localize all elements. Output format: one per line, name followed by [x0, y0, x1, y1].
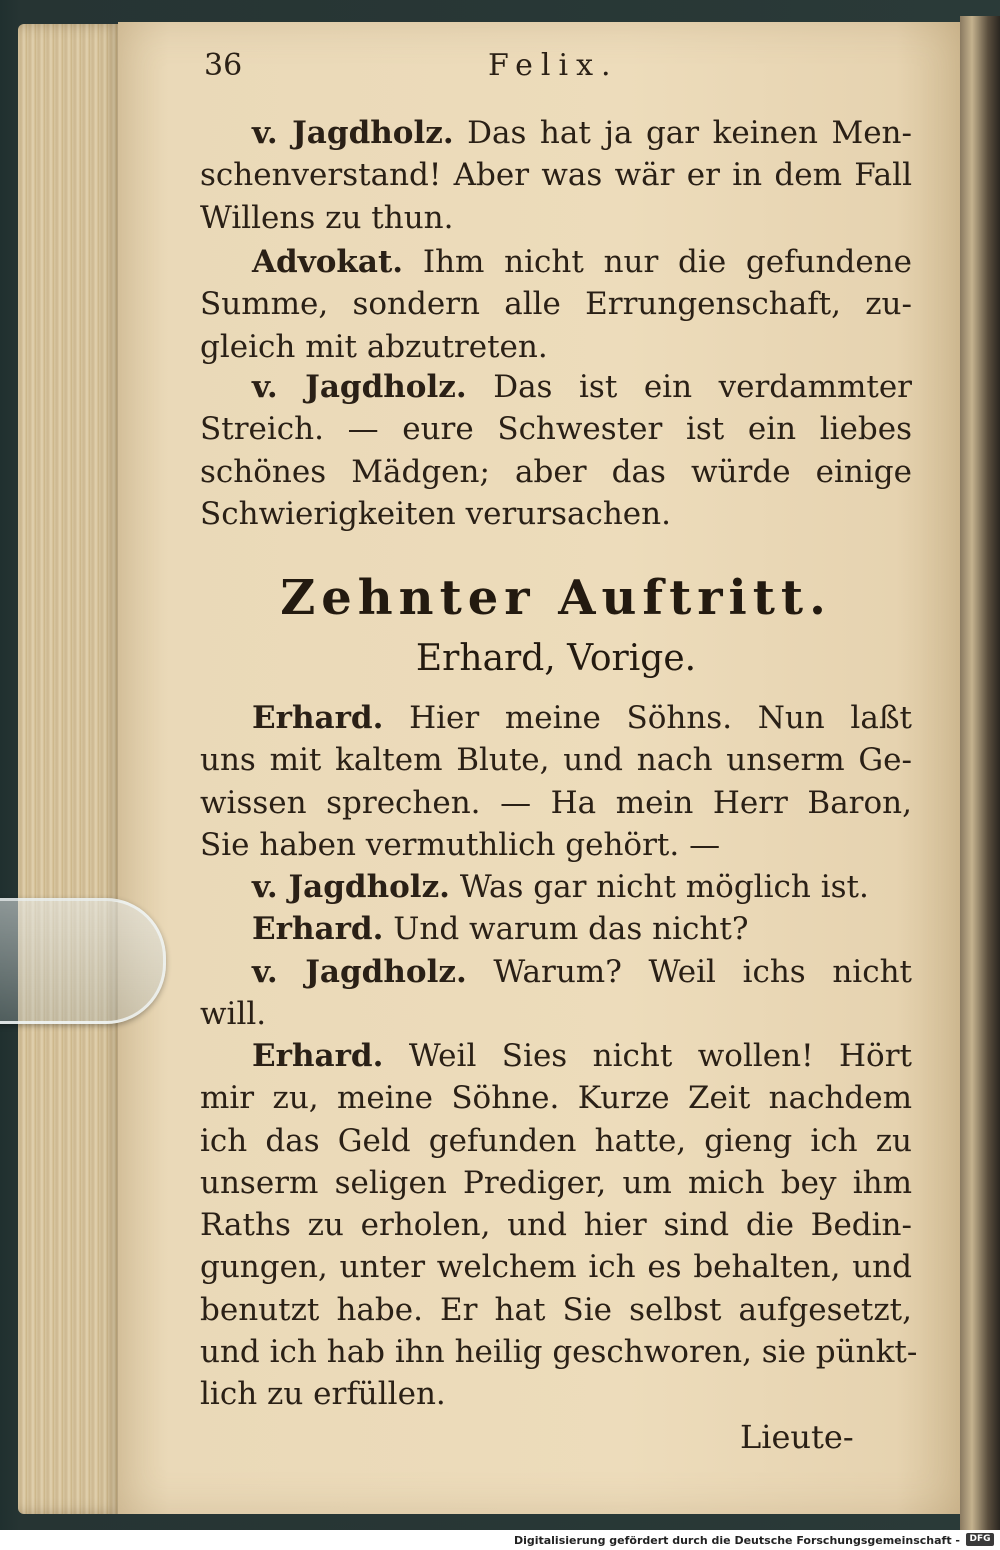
- text-line: wissen sprechen. — Ha mein Herr Baron,: [200, 784, 912, 821]
- text-line: Erhard. Hier meine Söhns. Nun laßt: [252, 700, 912, 736]
- text-line: Streich. — eure Schwester ist ein liebes: [200, 411, 912, 448]
- digitization-footer: [0, 1530, 1000, 1550]
- dialogue-block-4: [200, 697, 912, 866]
- book-fore-edge: [18, 24, 122, 1514]
- dialogue-block-8: [200, 1035, 918, 1416]
- speaker: v. Jagdholz.: [252, 115, 454, 151]
- dialogue-block-3: [200, 366, 912, 535]
- book-binding: [960, 16, 1000, 1530]
- text-line: und ich hab ihn heilig geschworen, sie pünkt-: [200, 1334, 918, 1371]
- speaker: v. Jagdholz.: [252, 954, 467, 990]
- dialogue-block-5: [200, 866, 912, 908]
- speaker: v. Jagdholz.: [252, 369, 467, 405]
- running-head: [200, 48, 910, 88]
- speaker: Advokat.: [252, 244, 404, 280]
- catchword: Lieute-: [740, 1418, 854, 1456]
- speaker: Erhard.: [252, 911, 384, 947]
- text-line: v. Jagdholz. Was gar nicht möglich ist.: [252, 869, 869, 905]
- dialogue-block-7: [200, 951, 912, 1036]
- page-clip: [0, 898, 166, 1024]
- text-line: unserm seligen Prediger, um mich bey ihm: [200, 1164, 912, 1201]
- speaker: Erhard.: [252, 1038, 384, 1074]
- text-line: Erhard. Und warum das nicht?: [252, 911, 749, 947]
- text-line: mir zu, meine Söhne. Kurze Zeit nachdem: [200, 1080, 912, 1117]
- text-line: Sie haben vermuthlich gehört. —: [200, 826, 721, 863]
- text-line: Schwierigkeiten verursachen.: [200, 495, 671, 532]
- text-line: v. Jagdholz. Warum? Weil ichs nicht: [252, 954, 912, 990]
- text-line: v. Jagdholz. Das hat ja gar keinen Men-: [252, 115, 912, 151]
- text-line: v. Jagdholz. Das ist ein verdammter: [252, 369, 913, 405]
- text-line: schenverstand! Aber was wär er in dem Fall: [200, 157, 912, 194]
- dialogue-block-2: [200, 241, 912, 368]
- scene-characters: Erhard, Vorige.: [415, 638, 697, 679]
- text-line: schönes Mädgen; aber das würde einige: [200, 453, 912, 490]
- footer-credit: Digitalisierung gefördert durch die Deutsche Forschungsgemeinschaft -: [513, 1534, 960, 1547]
- speaker: Erhard.: [252, 700, 384, 736]
- speaker: v. Jagdholz.: [252, 869, 450, 905]
- text-line: Erhard. Weil Sies nicht wollen! Hört: [252, 1038, 912, 1074]
- text-line: benutzt habe. Er hat Sie selbst aufgesetzt,: [200, 1291, 912, 1328]
- dialogue-block-1: [200, 112, 912, 239]
- scene-title: Zehnter Auftritt.: [280, 570, 832, 626]
- dialogue-block-6: [200, 908, 912, 950]
- running-title: Felix.: [488, 48, 619, 83]
- text-line: Summe, sondern alle Errungenschaft, zu-: [200, 286, 912, 323]
- text-line: Advokat. Ihm nicht nur die gefundene: [252, 244, 912, 280]
- text-line: uns mit kaltem Blute, und nach unserm Ge-: [200, 742, 912, 779]
- text-line: will.: [200, 996, 267, 1033]
- page-number: 36: [204, 48, 243, 83]
- dfg-logo-icon: DFG: [966, 1533, 994, 1546]
- text-line: lich zu erfüllen.: [200, 1376, 446, 1413]
- text-line: gungen, unter welchem ich es behalten, und: [200, 1249, 912, 1286]
- text-line: gleich mit abzutreten.: [200, 328, 548, 365]
- text-line: Willens zu thun.: [200, 199, 454, 236]
- text-line: Raths zu erholen, und hier sind die Bedin-: [200, 1207, 912, 1244]
- text-line: ich das Geld gefunden hatte, gieng ich zu: [200, 1122, 912, 1159]
